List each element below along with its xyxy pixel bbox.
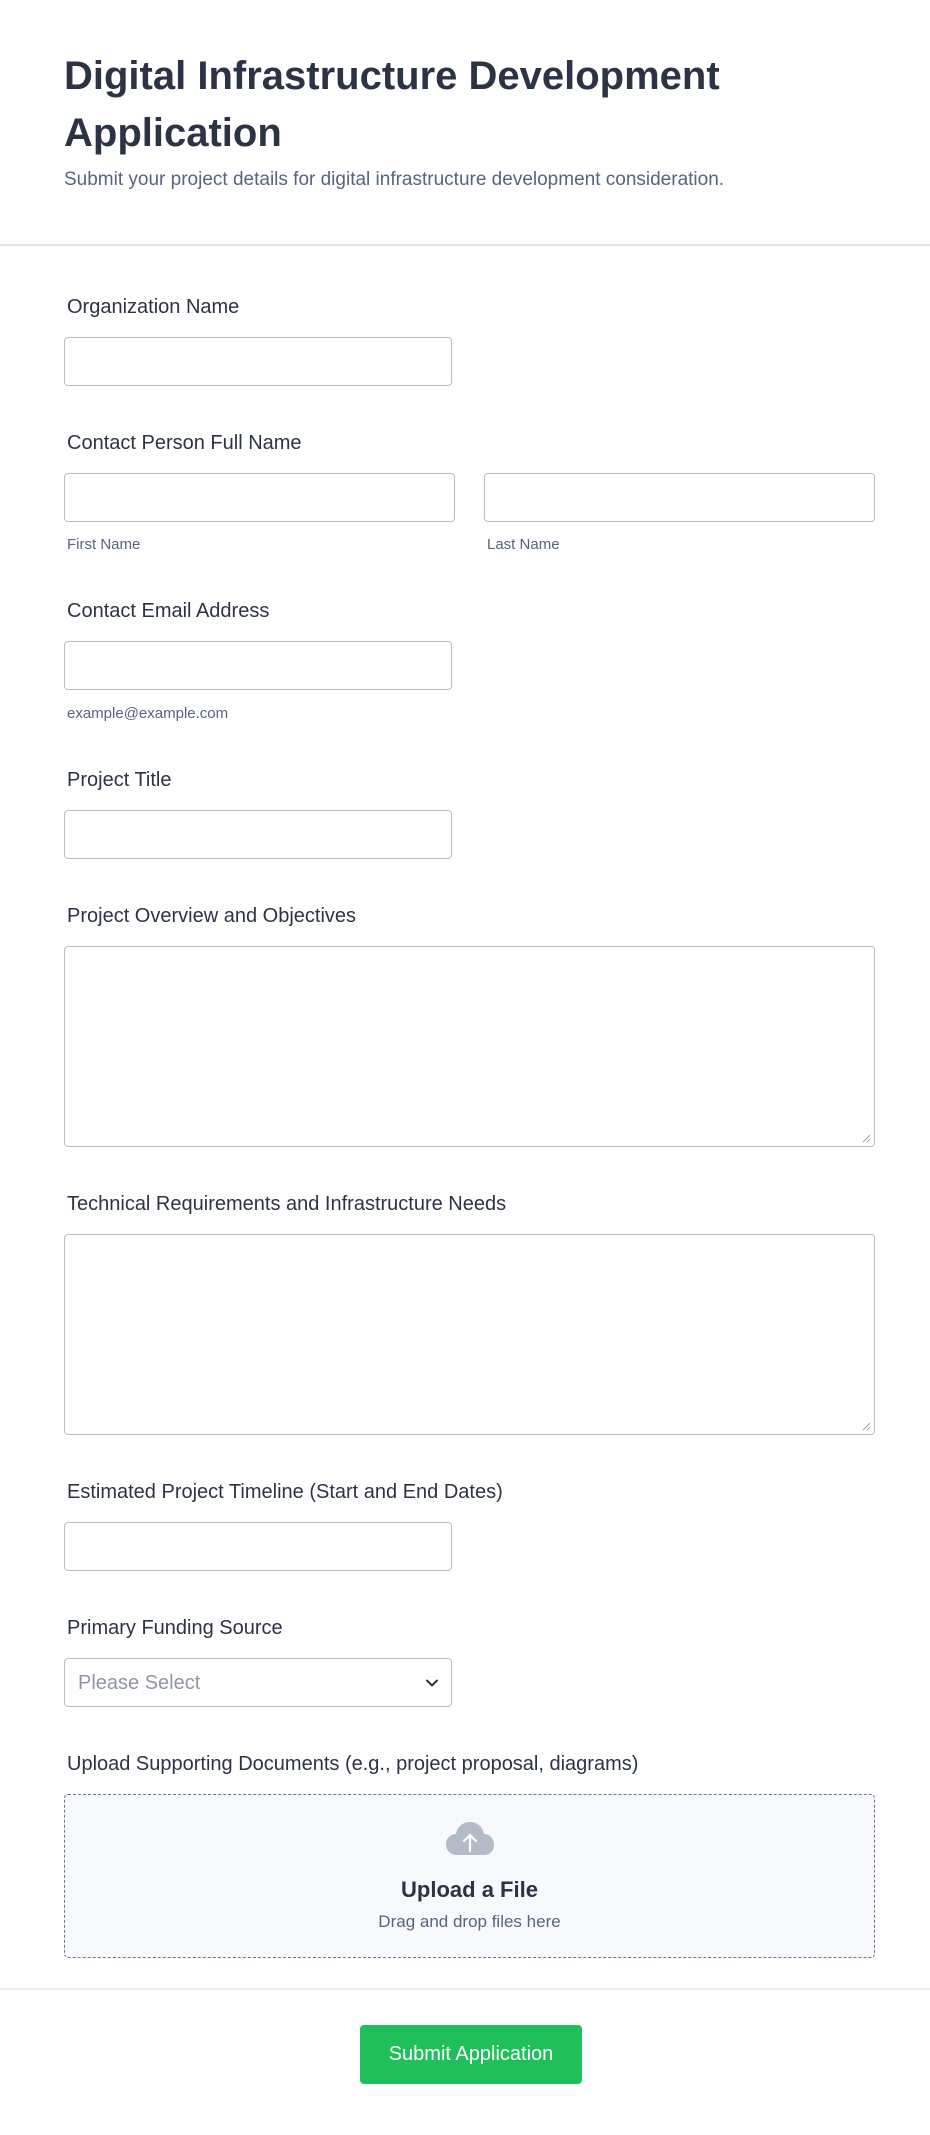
project-overview-label: Project Overview and Objectives: [67, 905, 357, 927]
last-name-sublabel: Last Name: [487, 536, 560, 553]
last-name-input[interactable]: [484, 473, 875, 522]
page-subtitle: Submit your project details for digital infrastructure development consideration.: [64, 169, 725, 190]
timeline-input[interactable]: [64, 1522, 452, 1571]
resize-grip-icon[interactable]: [861, 1133, 871, 1143]
technical-requirements-label: Technical Requirements and Infrastructure Needs: [67, 1193, 507, 1215]
contact-email-input[interactable]: [64, 641, 452, 690]
technical-requirements-textarea[interactable]: [64, 1234, 875, 1435]
first-name-input[interactable]: [64, 473, 455, 522]
footer-divider: [0, 1988, 930, 1990]
page-title: Digital Infrastructure Development Application: [64, 54, 720, 155]
submit-button[interactable]: Submit Application: [360, 2025, 582, 2084]
resize-grip-icon[interactable]: [861, 1421, 871, 1431]
project-title-label: Project Title: [67, 769, 172, 791]
upload-title: Upload a File: [401, 1877, 538, 1902]
funding-source-label: Primary Funding Source: [67, 1617, 283, 1639]
first-name-sublabel: First Name: [67, 536, 141, 553]
project-overview-textarea[interactable]: [64, 946, 875, 1147]
upload-label: Upload Supporting Documents (e.g., project proposal, diagrams): [67, 1753, 639, 1775]
funding-source-select[interactable]: [64, 1658, 452, 1707]
file-upload-dropzone[interactable]: [64, 1794, 875, 1958]
chevron-down-icon: [425, 1676, 439, 1690]
contact-person-label: Contact Person Full Name: [67, 432, 302, 454]
project-title-input[interactable]: [64, 810, 452, 859]
contact-email-sublabel: example@example.com: [67, 705, 229, 722]
form-header: [0, 0, 930, 246]
cloud-upload-icon: [445, 1821, 495, 1857]
timeline-label: Estimated Project Timeline (Start and End Dates): [67, 1481, 503, 1503]
organization-name-label: Organization Name: [67, 296, 240, 318]
contact-email-label: Contact Email Address: [67, 600, 270, 622]
upload-hint: Drag and drop files here: [378, 1912, 561, 1931]
organization-name-input[interactable]: [64, 337, 452, 386]
funding-source-placeholder: Please Select: [78, 1672, 201, 1694]
